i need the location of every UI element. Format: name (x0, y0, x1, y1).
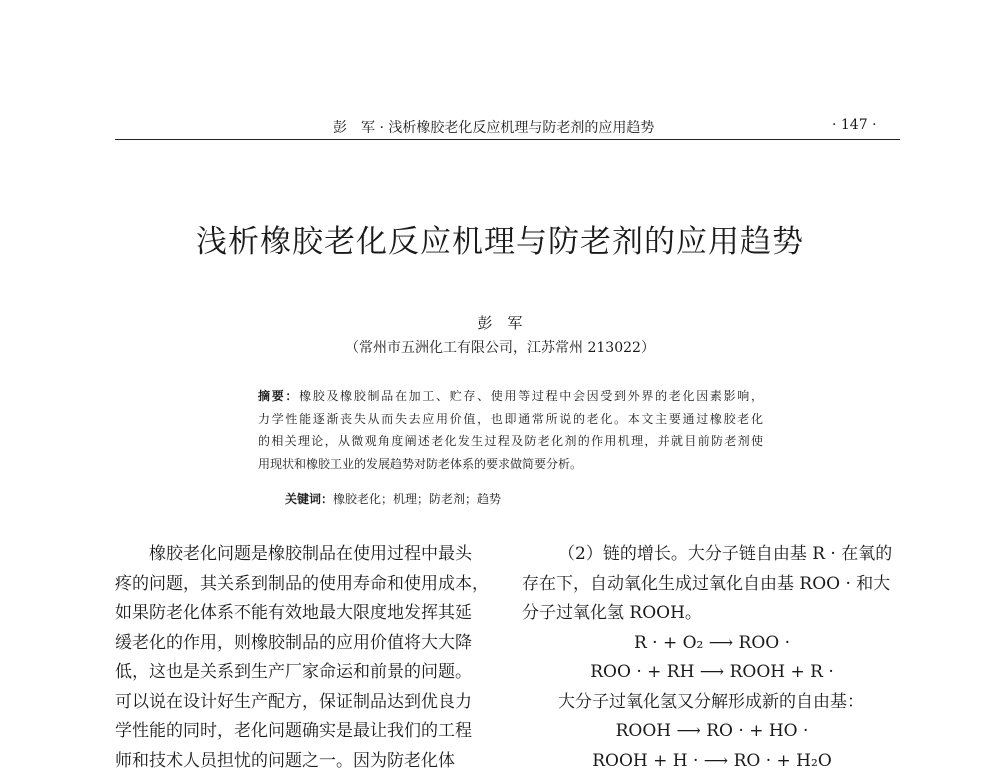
abstract-label: 摘要： (258, 389, 299, 403)
abstract-line: 摘要：橡胶及橡胶制品在加工、贮存、使用等过程中会因受到外界的老化因素影响， (258, 385, 763, 408)
keywords-text: 橡胶老化；机理；防老剂；趋势 (333, 492, 501, 506)
body-line: （2）链的增长。大分子链自由基 R · 在氧的 (522, 540, 902, 570)
page-number: · 147 · (832, 117, 877, 133)
article-title: 浅析橡胶老化反应机理与防老剂的应用趋势 (0, 216, 1000, 261)
body-line: 如果防老化体系不能有效地最大限度地发挥其延 (115, 599, 495, 629)
running-header: 彭 军 · 浅析橡胶老化反应机理与防老剂的应用趋势 (333, 117, 654, 137)
abstract-line: 力学性能逐渐丧失从而失去应用价值，也即通常所说的老化。本文主要通过橡胶老化 (258, 408, 763, 431)
body-line: 存在下，自动氧化生成过氧化自由基 ROO · 和大 (522, 570, 902, 600)
author-affiliation: （常州市五洲化工有限公司，江苏常州 213022） (0, 337, 1000, 357)
body-right-column (522, 540, 902, 776)
body-line: 学性能的同时，老化问题确实是最让我们的工程 (115, 717, 495, 747)
abstract-line: 的相关理论，从微观角度阐述老化发生过程及防老化剂的作用机理，并就目前防老剂使 (258, 430, 763, 453)
keywords-label: 关键词： (285, 492, 333, 506)
abstract-line: 用现状和橡胶工业的发展趋势对防老体系的要求做简要分析。 (258, 453, 763, 476)
body-line: 缓老化的作用，则橡胶制品的应用价值将大大降 (115, 629, 495, 659)
author-name: 彭 军 (0, 312, 1000, 333)
equation: ROOH ⟶ RO · + HO · (522, 717, 902, 747)
equation: R · + O₂ ⟶ ROO · (522, 629, 902, 659)
abstract (258, 385, 763, 475)
body-line: 疼的问题，其关系到制品的使用寿命和使用成本， (115, 570, 495, 600)
body-left-column (115, 540, 495, 776)
body-line: 师和技术人员担忧的问题之一。因为防老化体 (115, 747, 495, 776)
equation: ROOH + H · ⟶ RO · + H₂O (522, 747, 902, 776)
body-line: 可以说在设计好生产配方，保证制品达到优良力 (115, 688, 495, 718)
body-line: 大分子过氧化氢又分解形成新的自由基： (522, 688, 902, 718)
body-line: 橡胶老化问题是橡胶制品在使用过程中最头 (115, 540, 495, 570)
body-line: 分子过氧化氢 ROOH。 (522, 599, 902, 629)
equation: ROO · + RH ⟶ ROOH + R · (522, 658, 902, 688)
body-line: 低，这也是关系到生产厂家命运和前景的问题。 (115, 658, 495, 688)
header-rule (115, 139, 900, 140)
keywords (285, 490, 501, 507)
